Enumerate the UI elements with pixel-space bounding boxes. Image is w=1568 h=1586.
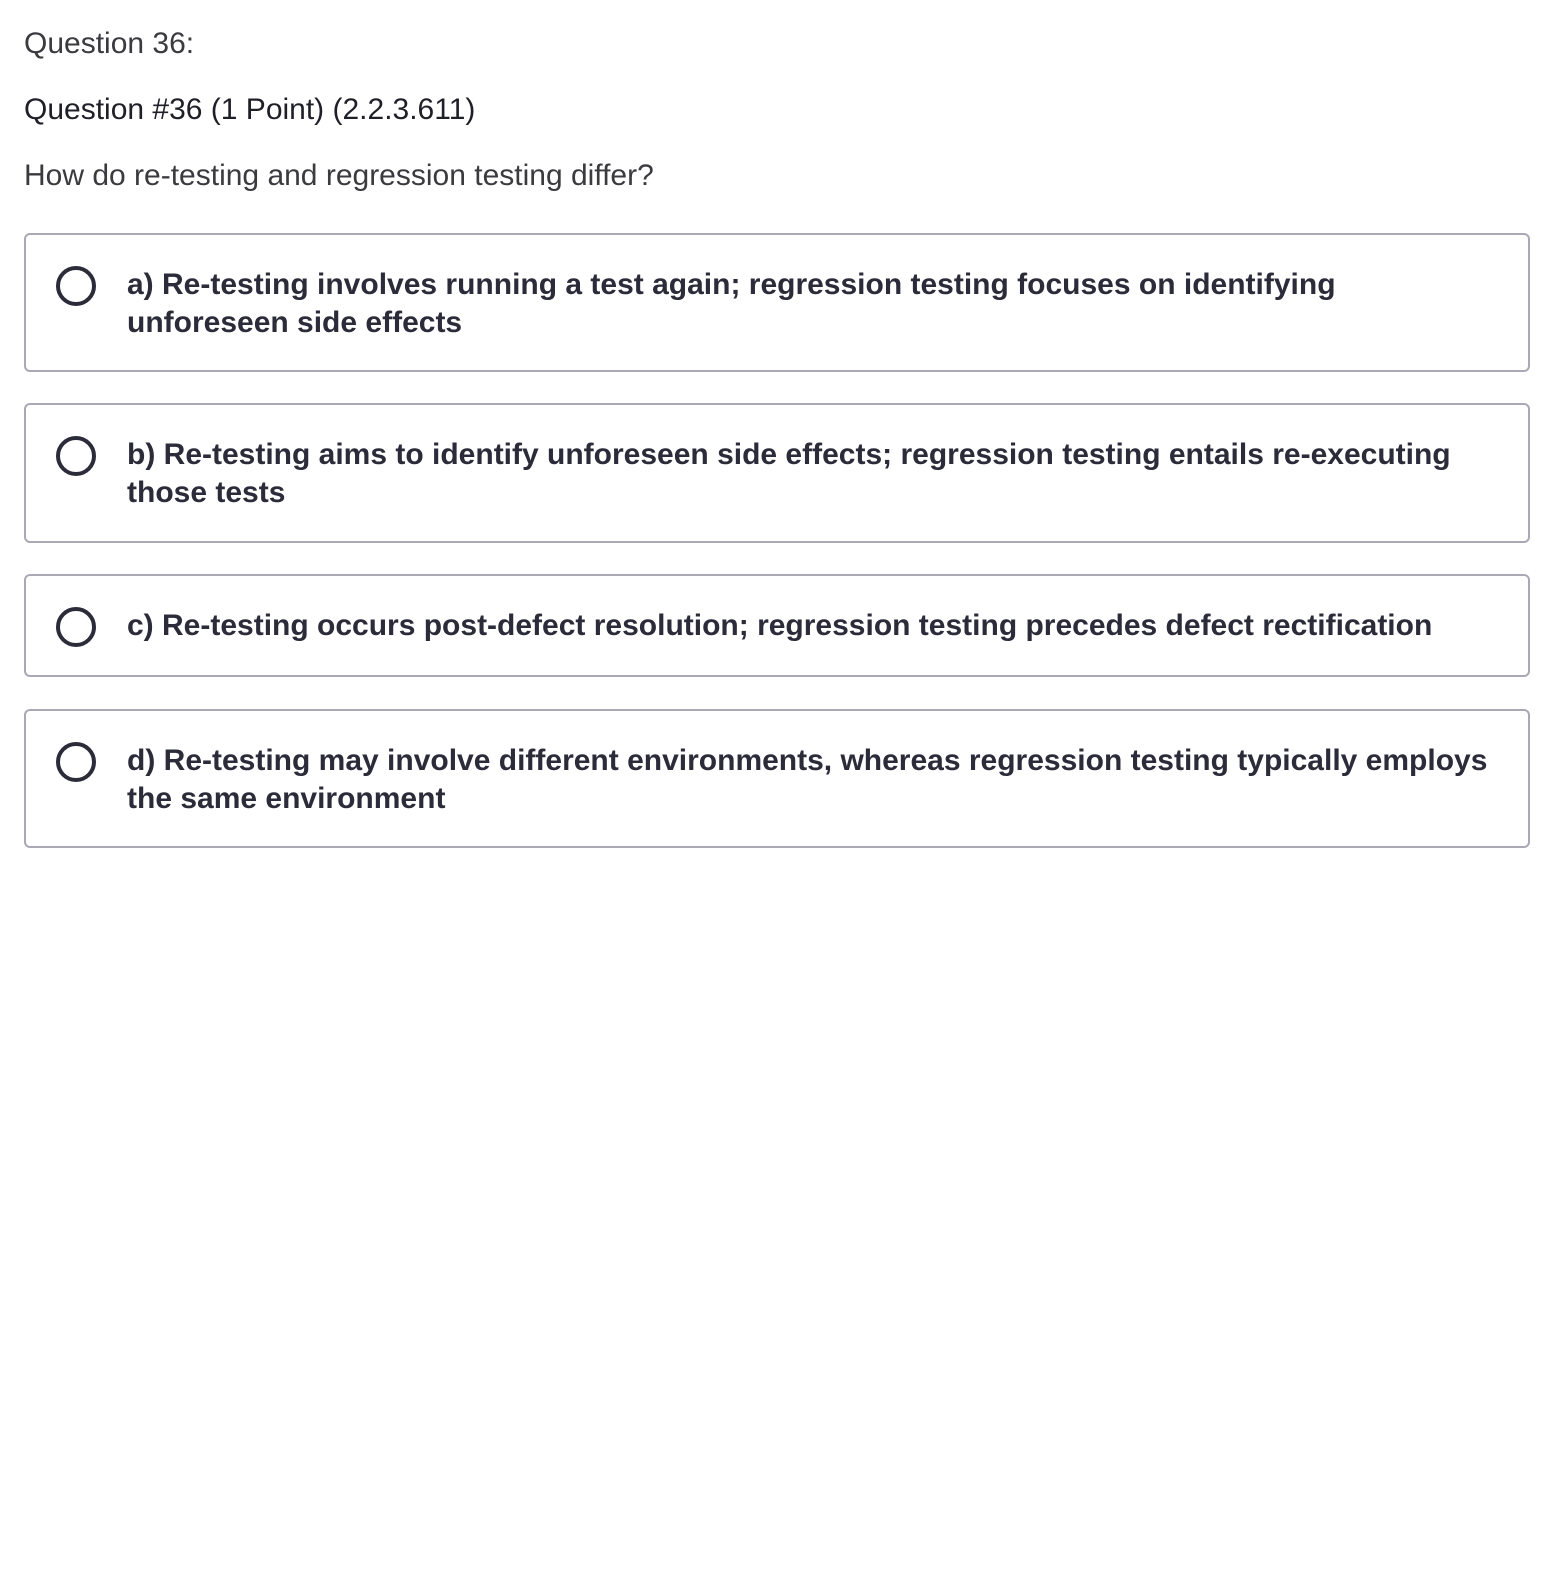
radio-button-b[interactable] <box>56 436 96 476</box>
answer-option-c[interactable] <box>24 574 1530 677</box>
answer-option-d-label: d) Re-testing may involve different environments, whereas regression testing typically employs the same environment <box>127 744 1488 815</box>
radio-button-a[interactable] <box>56 266 96 306</box>
answer-option-c-label: c) Re-testing occurs post-defect resolution; regression testing precedes defect rectification <box>127 609 1433 642</box>
answer-option-d[interactable] <box>24 709 1530 848</box>
answer-option-a[interactable] <box>24 233 1530 372</box>
question-number: Question 36: <box>24 27 195 60</box>
answer-option-a-label: a) Re-testing involves running a test again; regression testing focuses on identifying unforeseen side effects <box>127 268 1336 339</box>
answer-option-b-label: b) Re-testing aims to identify unforeseen side effects; regression testing entails re-executing those tests <box>127 438 1451 509</box>
answer-option-b[interactable] <box>24 403 1530 543</box>
question-heading: Question #36 (1 Point) (2.2.3.611) <box>24 93 476 126</box>
question-prompt: How do re-testing and regression testing differ? <box>24 159 654 192</box>
radio-button-c[interactable] <box>56 607 96 647</box>
radio-button-d[interactable] <box>56 742 96 782</box>
